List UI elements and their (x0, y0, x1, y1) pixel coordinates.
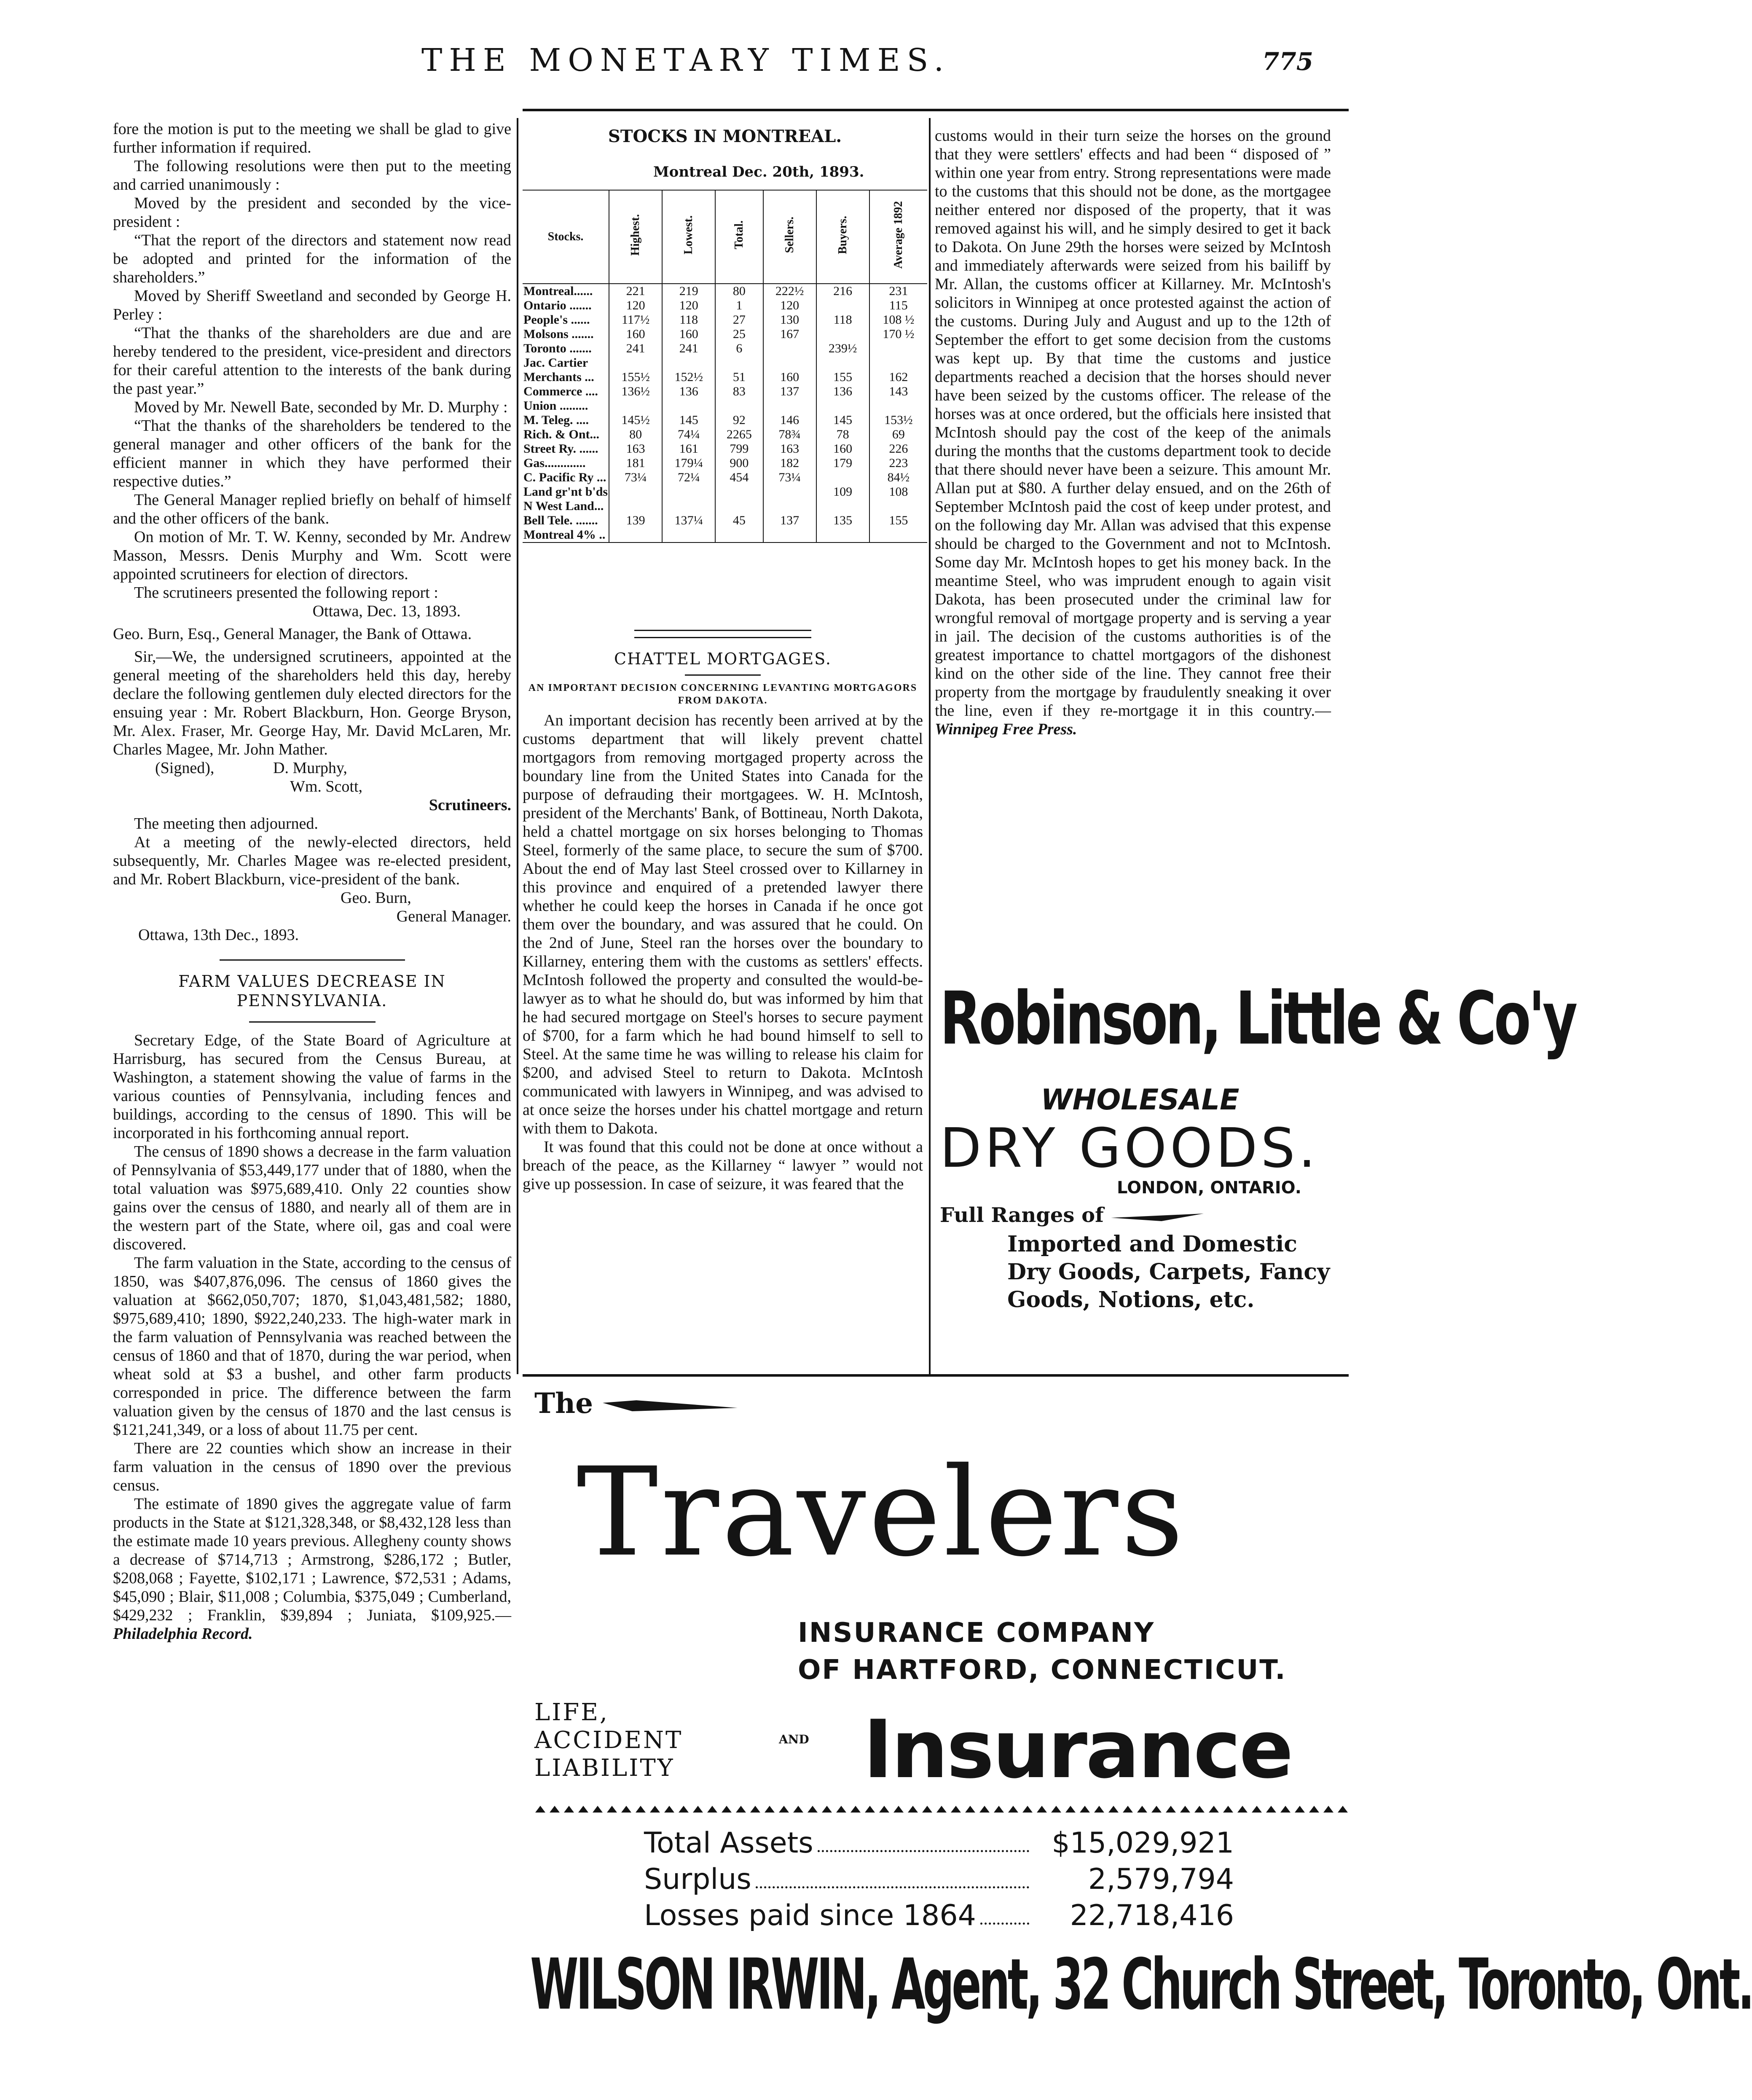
stock-value-cell: 78 (816, 427, 869, 442)
stock-value-cell: 182 (763, 456, 816, 470)
paragraph: The General Manager replied briefly on behalf of himself and the other officers of the bank. (113, 491, 511, 527)
stock-value-cell (869, 341, 927, 356)
financial-label: Surplus (644, 1863, 751, 1896)
stock-name-cell: Montreal...... (523, 284, 593, 298)
stock-value-cell: 51 (715, 370, 763, 384)
financial-label: Losses paid since 1864 (644, 1899, 976, 1932)
stock-value-cell: 231 (869, 284, 927, 298)
chattel-article (523, 624, 923, 1193)
column-header: Total. (715, 190, 763, 284)
stock-value-cell: 799 (715, 442, 763, 456)
stock-value-cell: 241 (609, 341, 662, 356)
stocks-table-body (523, 284, 927, 542)
stock-name-cell: Union ......... (523, 399, 588, 413)
stock-value-cell (816, 298, 869, 313)
paragraph-text: The estimate of 1890 gives the aggregate value of farm products in the State at $121,328,348, or $8,432,128 less than the estimate made 10 years previous. Allegheny county shows a decrease of $714,713 ; Armstrong, $286,172 ; Butler, $208,068 ; Fayette, $102,171 ; Lawrence, $72,531 ; Adams, $45,090 ; Blair, $11,008 ; Columbia, $375,049 ; Cumberland, $429,232 ; Franklin, $39,894 ; Juniata, $109,925.— (113, 1495, 511, 1624)
stock-value-cell: 155 (869, 513, 927, 528)
paragraph: The following resolutions were then put to the meeting and carried unanimously : (113, 157, 511, 193)
leader-dots (818, 1825, 1029, 1852)
stock-value-cell: 130 (763, 313, 816, 327)
stock-value-cell: 73¼ (763, 470, 816, 485)
stock-name-cell: Bell Tele. ....... (523, 513, 598, 527)
stock-value-cell: 92 (715, 413, 763, 427)
column-header: Highest. (609, 190, 662, 284)
section-rule (634, 637, 811, 638)
paragraph (113, 1495, 511, 1643)
stock-value-cell: 139 (609, 513, 662, 528)
stock-value-cell: 136 (662, 384, 715, 399)
report-addressee: Geo. Burn, Esq., General Manager, the Bank of Ottawa. (113, 625, 472, 643)
paragraph: There are 22 counties which show an increase in their farm valuation in the census of 1890 over the previous census. (113, 1439, 511, 1494)
stock-name-cell: Gas............. (523, 456, 586, 470)
paragraph: “That the thanks of the shareholders are due and are hereby tendered to the president, vice-president and directors for their careful attention to the interests of the bank during the past year.” (113, 324, 511, 397)
table-row (523, 427, 927, 442)
column-header: Average 1892 (869, 190, 927, 284)
stock-value-cell: 118 (816, 313, 869, 327)
stock-value-cell: 145½ (609, 413, 662, 427)
stock-value-cell: 161 (662, 442, 715, 456)
table-row (523, 284, 927, 298)
stock-value-cell (816, 528, 869, 542)
stock-value-cell (763, 499, 816, 513)
city-label: LONDON, ONTARIO. (1117, 1178, 1301, 1198)
stock-value-cell: 120 (609, 298, 662, 313)
table-row (523, 356, 927, 370)
stocks-date: Montreal Dec. 20th, 1893. (653, 164, 864, 180)
right-column (935, 126, 1331, 738)
left-column (113, 120, 511, 1643)
stock-value-cell: 241 (662, 341, 715, 356)
section-rule (685, 674, 761, 676)
stock-value-cell: 167 (763, 327, 816, 341)
paragraph: An important decision has recently been arrived at by the customs department that will likely prevent chattel mortgagors from removing mortgaged property across the boundary line from the United States into Canada for the purpose of defrauding their mortgagees. W. H. McIntosh, president of the Merchants' Bank, of Bottineau, North Dakota, held a chattel mortgage on six horses belonging to Thomas Steel, formerly of the same place, to secure the sum of $700. About the end of May last Steel crossed over to Killarney in this province and enquired of a pretended lawyer there whether he could keep the horses in Canada if he once got them over the boundary, and was assured that he could. On the 2nd of June, Steel ran the horses over the boundary to Killarney, entering them with the customs as settlers' effects. McIntosh followed the property and consulted the would-be-lawyer as to what he should do, but was informed by him that he had secured mortgage on Steel's horses to secure payment of $700, for a farm which he had bound himself to sell to Steel. At the same time he was willing to release his claim for $200, and advised Steel to return to Dakota. McIntosh communicated with lawyers in Winnipeg, and was advised to at once seize the horses under his chattel mortgage and return with them to Dakota. (523, 712, 923, 1137)
stock-value-cell (763, 399, 816, 413)
agent-line: WILSON IRWIN, Agent, 32 Church Street, Toronto, Ont. (530, 1943, 1752, 2026)
stock-value-cell (609, 528, 662, 542)
stocks-title: STOCKS IN MONTREAL. (608, 126, 842, 146)
line-liability: LIABILITY (534, 1754, 675, 1782)
stock-value-cell (609, 399, 662, 413)
leader-dots (756, 1861, 1029, 1888)
paragraph: The scrutineers presented the following report : (134, 584, 438, 602)
paragraph: Moved by the president and seconded by the vice-president : (113, 194, 511, 231)
stock-value-cell: 226 (869, 442, 927, 456)
stock-value-cell: 117½ (609, 313, 662, 327)
stock-name-cell: Ontario ....... (523, 298, 592, 312)
stock-value-cell: 145 (816, 413, 869, 427)
stock-value-cell: 80 (609, 427, 662, 442)
stock-value-cell: 900 (715, 456, 763, 470)
stock-value-cell (869, 528, 927, 542)
masthead-title: THE MONETARY TIMES. (421, 42, 951, 78)
stock-value-cell (609, 356, 662, 370)
stock-value-cell: 27 (715, 313, 763, 327)
table-row (523, 298, 927, 313)
table-row (523, 341, 927, 356)
stock-value-cell: 74¼ (662, 427, 715, 442)
paragraph: Moved by Mr. Newell Bate, seconded by Mr. D. Murphy : (134, 398, 508, 416)
table-row (523, 470, 927, 485)
stock-name-cell: M. Teleg. .... (523, 413, 589, 427)
column-header: Lowest. (662, 190, 715, 284)
stock-value-cell: 181 (609, 456, 662, 470)
stock-name-cell: Montreal 4% .. (523, 528, 609, 542)
lines-of-business (534, 1699, 683, 1782)
stock-value-cell: 155 (816, 370, 869, 384)
financial-label: Total Assets (644, 1826, 813, 1860)
stock-value-cell: 146 (763, 413, 816, 427)
stock-value-cell (715, 399, 763, 413)
stock-value-cell (662, 399, 715, 413)
stock-value-cell (763, 528, 816, 542)
stock-value-cell (816, 470, 869, 485)
financial-value: 2,579,794 (1088, 1863, 1234, 1896)
farm-heading: FARM VALUES DECREASE IN PENNSYLVANIA. (178, 972, 446, 1010)
stock-value-cell: 160 (662, 327, 715, 341)
stock-value-cell (816, 356, 869, 370)
stock-value-cell: 153½ (869, 413, 927, 427)
column-rule-2 (929, 118, 931, 1374)
stock-value-cell: 136½ (609, 384, 662, 399)
stock-name-cell: Merchants ... (523, 370, 594, 384)
stock-value-cell: 108 ½ (869, 313, 927, 327)
section-rule (634, 630, 811, 631)
stock-value-cell: 143 (869, 384, 927, 399)
stock-name-cell: N West Land... (523, 499, 604, 513)
financial-row (644, 1825, 1234, 1861)
chattel-subheading: AN IMPORTANT DECISION CONCERNING LEVANTING MORTGAGORS FROM DAKOTA. (528, 682, 918, 706)
paragraph: Moved by Sheriff Sweetland and seconded by George H. Perley : (113, 287, 511, 323)
stock-value-cell: 69 (869, 427, 927, 442)
stock-value-cell: 25 (715, 327, 763, 341)
stock-value-cell (816, 327, 869, 341)
travelers-name: Travelers (577, 1442, 1186, 1584)
stock-value-cell (715, 485, 763, 499)
source-credit: Winnipeg Free Press. (935, 720, 1077, 738)
stock-value-cell: 73¼ (609, 470, 662, 485)
stock-value-cell: 72¼ (662, 470, 715, 485)
stock-name-cell: Molsons ....... (523, 327, 594, 341)
paragraph: The meeting then adjourned. (134, 815, 318, 832)
stock-name-cell: Toronto ....... (523, 341, 592, 355)
insurance-label: Insurance (863, 1703, 1292, 1796)
line-life: LIFE, (534, 1699, 609, 1726)
financial-value: $15,029,921 (1052, 1826, 1234, 1860)
stock-value-cell: 454 (715, 470, 763, 485)
stock-value-cell (869, 499, 927, 513)
stock-value-cell (609, 499, 662, 513)
stock-value-cell (869, 356, 927, 370)
stock-value-cell: 45 (715, 513, 763, 528)
paragraph: At a meeting of the newly-elected directors, held subsequently, Mr. Charles Magee was re-elected president, and Mr. Robert Blackburn, vice-president of the bank. (113, 833, 511, 888)
company-name (798, 1614, 1287, 1689)
stock-value-cell (715, 499, 763, 513)
stock-name-cell: People's ...... (523, 313, 590, 327)
stock-value-cell (763, 356, 816, 370)
swoosh-icon (1111, 1212, 1204, 1222)
signer-name: D. Murphy, (273, 759, 347, 777)
table-row (523, 528, 927, 542)
decorative-border (534, 1804, 1348, 1814)
page-number: 775 (1262, 47, 1314, 76)
stock-value-cell (869, 399, 927, 413)
stock-value-cell: 216 (816, 284, 869, 298)
wholesale-label: WHOLESALE (1041, 1083, 1240, 1117)
table-row (523, 456, 927, 470)
stock-value-cell: 137 (763, 384, 816, 399)
stock-value-cell: 170 ½ (869, 327, 927, 341)
leader-dots (980, 1898, 1029, 1925)
paragraph: On motion of Mr. T. W. Kenny, seconded by Mr. Andrew Masson, Messrs. Denis Murphy and Wm. Scott were appointed scrutineers for election of directors. (113, 528, 511, 583)
stock-value-cell: 222½ (763, 284, 816, 298)
stock-value-cell: 221 (609, 284, 662, 298)
robinson-advertisement (940, 976, 1575, 1362)
stock-value-cell: 239½ (816, 341, 869, 356)
section-rule (220, 959, 405, 961)
stock-value-cell: 1 (715, 298, 763, 313)
table-row (523, 370, 927, 384)
stock-value-cell: 162 (869, 370, 927, 384)
goods-list: Imported and Domestic Dry Goods, Carpets, Fancy Goods, Notions, etc. (1007, 1231, 1330, 1313)
stock-value-cell: 160 (609, 327, 662, 341)
paragraph: fore the motion is put to the meeting we shall be glad to give further information if required. (113, 120, 511, 156)
stock-value-cell: 163 (609, 442, 662, 456)
travelers-advertisement (526, 1378, 1752, 2095)
stock-value-cell: 137 (763, 513, 816, 528)
column-header: Stocks. (523, 190, 609, 284)
paragraph: Secretary Edge, of the State Board of Agriculture at Harrisburg, has secured from the Census Bureau, at Washington, a statement showing the value of farms in the various counties of Pennsylvania, including fences and buildings, according to the census of 1890. This will be incorporated in his forthcoming annual report. (113, 1031, 511, 1142)
paragraph: “That the thanks of the shareholders be tendered to the general manager and other officers of the bank for the efficient manner in which they have performed their respective duties.” (113, 417, 511, 490)
stock-value-cell: 136 (816, 384, 869, 399)
stock-value-cell: 137¼ (662, 513, 715, 528)
stock-value-cell: 109 (816, 485, 869, 499)
paragraph: “That the report of the directors and statement now read be adopted and printed for the information of the shareholders.” (113, 231, 511, 286)
source-credit: Philadelphia Record. (113, 1625, 253, 1643)
stock-value-cell: 160 (816, 442, 869, 456)
stock-value-cell (763, 485, 816, 499)
stock-value-cell (763, 341, 816, 356)
stock-name-cell: C. Pacific Ry ... (523, 470, 606, 484)
stocks-table (523, 190, 927, 543)
stock-value-cell (715, 356, 763, 370)
stock-name-cell: Street Ry. ...... (523, 442, 598, 456)
stock-value-cell (662, 528, 715, 542)
paragraph: The census of 1890 shows a decrease in the farm valuation of Pennsylvania of $53,449,177 under that of 1880, when the total valuation was $975,689,410. Only 22 counties show gains over the census of 1880, and nearly all of them are in the western part of the State, where oil, gas and coal were discovered. (113, 1143, 511, 1253)
signer-name: Wm. Scott, (290, 778, 363, 795)
table-row (523, 413, 927, 427)
table-row (523, 442, 927, 456)
hartford-label: OF HARTFORD, CONNECTICUT. (798, 1654, 1287, 1686)
line-accident: ACCIDENT (534, 1727, 683, 1754)
and-label: AND (779, 1732, 809, 1746)
stock-value-cell: 83 (715, 384, 763, 399)
signers-title: Scrutineers. (429, 796, 511, 814)
stock-value-cell: 219 (662, 284, 715, 298)
table-header-row (523, 190, 927, 284)
financial-row (644, 1898, 1234, 1934)
gm-title: General Manager. (396, 908, 511, 925)
stock-name-cell: Commerce .... (523, 384, 598, 398)
financial-value: 22,718,416 (1070, 1899, 1234, 1932)
paragraph: The farm valuation in the State, according to the census of 1850, was $407,876,096. The census of 1860 gives the valuation at $662,050,707; 1870, $1,043,481,582; 1880, $975,689,410; 1890, $922,240,233. The high-water mark in the farm valuation of Pennsylvania was reached between the census of 1860 and that of 1870, during the war period, when wheat sold at $3 a bushel, and other farm products corresponded in price. The difference between the farm valuation given by the census of 1870 and the last census is $121,241,349, or a loss of about 11.75 per cent. (113, 1254, 511, 1439)
report-date: Ottawa, Dec. 13, 1893. (312, 602, 461, 620)
financials (644, 1825, 1234, 1934)
ad-separator (523, 1374, 1349, 1377)
swoosh-icon (603, 1399, 738, 1412)
insurance-company-label: INSURANCE COMPANY (798, 1617, 1155, 1649)
paragraph-text: customs would in their turn seize the horses on the ground that they were settlers' effects and had been “ disposed of ” within one year from entry. Strong representations were made to the customs that this should not be done, as the mortgagee neither entered nor disposed of the property, that it was removed against his will, and he simply desired to get it back to Dakota. On June 29th the horses were seized by McIntosh and immediately afterwards were seized from his bailiff by Mr. Allan, the customs officer at Killarney. Mr. McIntosh's solicitors in Winnipeg at once protested against the action of the customs. During July and August and up to the 12th of September the effort to get some decision from the customs was kept up. By that time the customs and justice departments reached a decision that the horses should never have been seized by the customs officer. The release of the horses was at once ordered, but the officials here insisted that McIntosh should pay the cost of the keep of the animals during the months that the customs department took to decide that there should never have been a seizure. This amount Mr. Allan put at $80. A further delay ensued, and on the 26th of September McIntosh paid the cost of keep under protest, and on the following day Mr. Allan was advised that this expense should be charged to the Government and not to McIntosh. Some day Mr. McIntosh hopes to get his money back. In the meantime Steel, who was imprudent enough to again visit Dakota, has been prosecuted under the criminal law for wrongful removal of mortgage property and is serving a year in jail. The decision of the customs authorities is of the greatest importance to chattel mortgagors of the dishonest kind on the other side of the line. They cannot free their property from the mortgage by fraudulently sneaking it over the line, even if they re-mortgage it in this country.— (935, 127, 1331, 720)
stock-value-cell (609, 485, 662, 499)
stock-name-cell: Jac. Cartier (523, 356, 588, 370)
table-row (523, 327, 927, 341)
stock-name-cell: Rich. & Ont... (523, 427, 599, 441)
stock-value-cell (816, 399, 869, 413)
chattel-heading: CHATTEL MORTGAGES. (614, 650, 832, 668)
stock-value-cell: 6 (715, 341, 763, 356)
stock-value-cell: 120 (763, 298, 816, 313)
stock-value-cell: 152½ (662, 370, 715, 384)
column-header: Buyers. (816, 190, 869, 284)
stock-value-cell: 84½ (869, 470, 927, 485)
stock-value-cell (662, 499, 715, 513)
stock-name-cell: Land gr'nt b'ds (523, 485, 608, 499)
stock-value-cell: 2265 (715, 427, 763, 442)
stock-value-cell: 223 (869, 456, 927, 470)
table-row (523, 499, 927, 513)
stock-value-cell: 179¼ (662, 456, 715, 470)
column-header: Sellers. (763, 190, 816, 284)
stock-value-cell: 163 (763, 442, 816, 456)
signed-label: (Signed), (155, 759, 215, 777)
table-row (523, 313, 927, 327)
stock-value-cell: 179 (816, 456, 869, 470)
column-rule-1 (517, 118, 518, 1374)
stock-value-cell: 120 (662, 298, 715, 313)
section-rule (249, 1021, 376, 1023)
stock-value-cell: 135 (816, 513, 869, 528)
stock-value-cell (816, 499, 869, 513)
stock-value-cell: 115 (869, 298, 927, 313)
stock-value-cell: 80 (715, 284, 763, 298)
full-ranges-label: Full Ranges of (940, 1203, 1340, 1227)
financial-row (644, 1861, 1234, 1898)
the-label: The (534, 1387, 738, 1420)
masthead-rule (523, 109, 1349, 111)
gm-name: Geo. Burn, (341, 889, 411, 907)
table-row (523, 485, 927, 499)
stock-value-cell: 155½ (609, 370, 662, 384)
stock-value-cell: 78¾ (763, 427, 816, 442)
dry-goods-label: DRY GOODS. (940, 1117, 1319, 1180)
stock-value-cell: 118 (662, 313, 715, 327)
closing-date: Ottawa, 13th Dec., 1893. (138, 926, 299, 944)
stock-value-cell: 160 (763, 370, 816, 384)
stock-value-cell (715, 528, 763, 542)
stock-value-cell (662, 356, 715, 370)
report-body: Sir,—We, the undersigned scrutineers, appointed at the general meeting of the shareholders held this day, hereby declare the following gentlemen duly elected directors for the ensuing year : Mr. Robert Blackburn, Hon. George Bryson, Mr. Alex. Fraser, Mr. George Hay, Mr. David McLaren, Mr. Charles Magee, Mr. John Mather. (113, 648, 511, 758)
paragraph: It was found that this could not be done at once without a breach of the peace, as the Killarney “ lawyer ” would not give up possession. In case of seizure, it was feared that the (523, 1138, 923, 1193)
wave-border-icon (534, 1804, 1348, 1814)
table-row (523, 399, 927, 413)
stock-value-cell: 108 (869, 485, 927, 499)
table-row (523, 384, 927, 399)
robinson-title: Robinson, Little & Co'y (940, 976, 1575, 1061)
stock-value-cell (662, 485, 715, 499)
table-row (523, 513, 927, 528)
stock-value-cell: 145 (662, 413, 715, 427)
